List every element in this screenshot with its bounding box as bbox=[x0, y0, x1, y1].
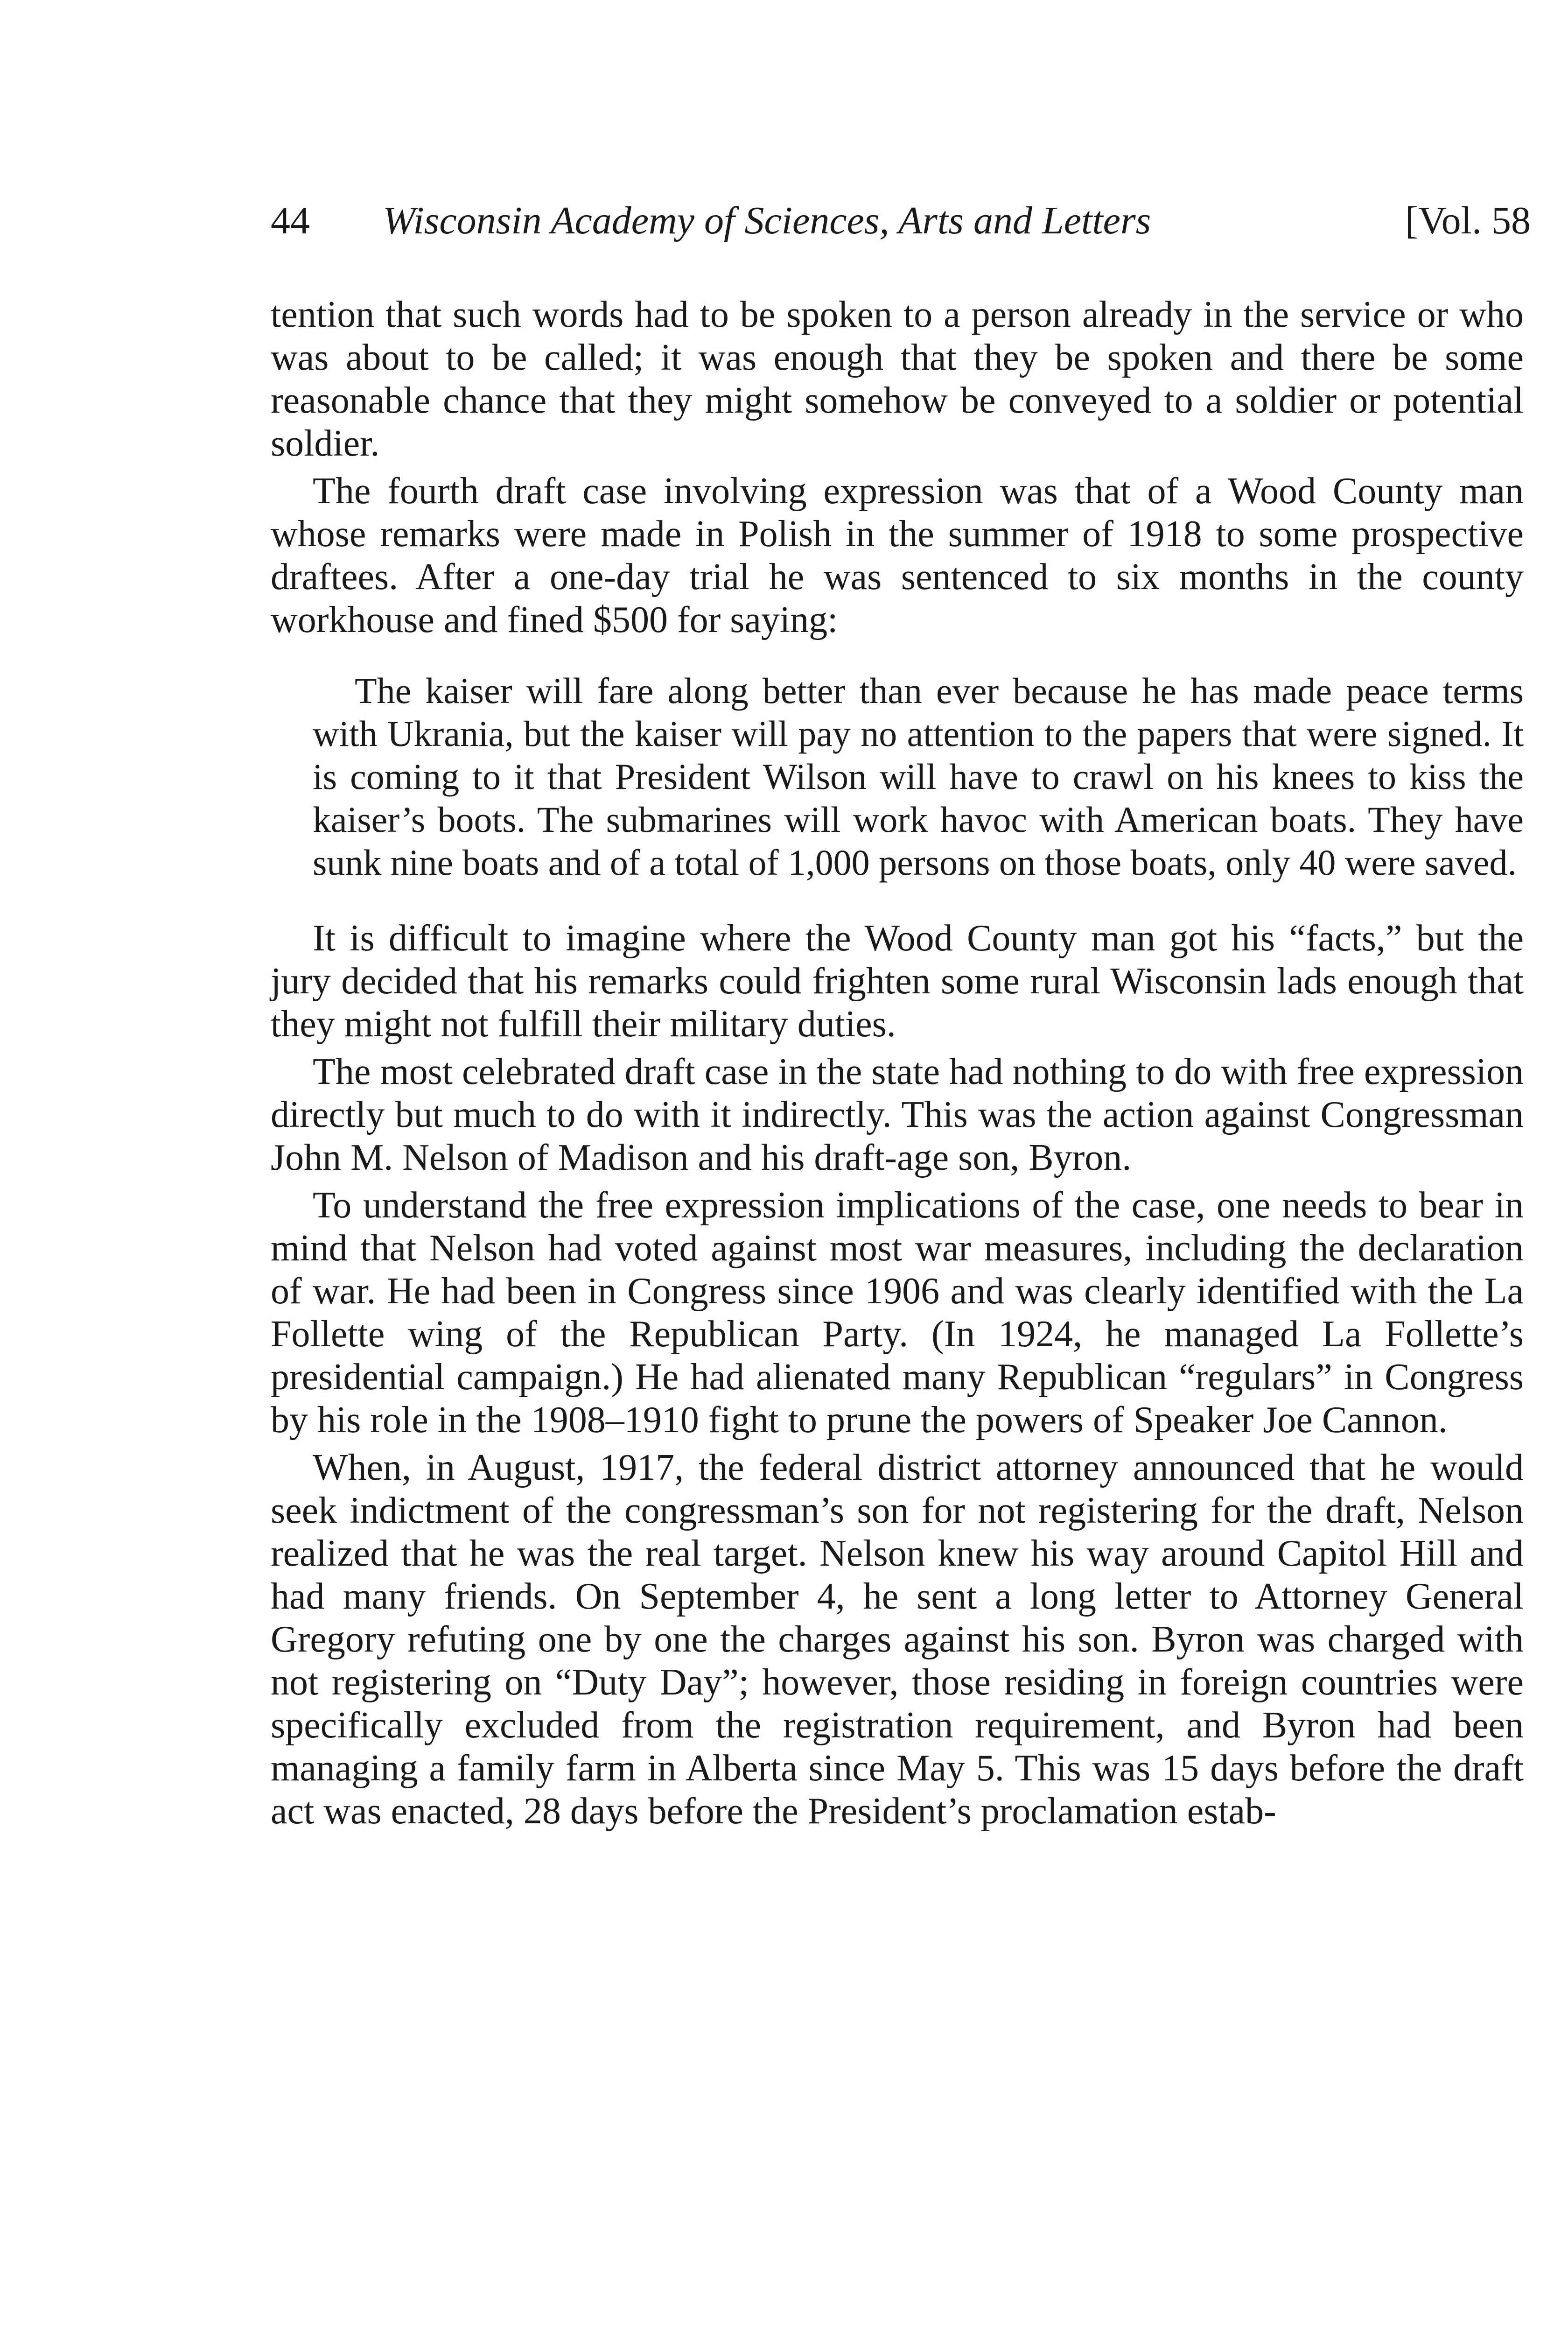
journal-title: Wisconsin Academy of Sciences, Arts and Letters bbox=[383, 199, 1151, 242]
article-body bbox=[271, 293, 1524, 1837]
running-header bbox=[271, 190, 1531, 251]
paragraph-continuation: tention that such words had to be spoken to a person already in the service or who was about to be called; it was enough that they be spoken and there be some reasonable chance that they might somehow be conveyed to a soldier or potential soldier. bbox=[271, 294, 1524, 464]
page-number: 44 bbox=[271, 199, 310, 242]
paragraph-wood-county-case: The fourth draft case involving expression was that of a Wood County man whose remarks were made in Polish in the summer of 1918 to some prospective draftees. After a one-day trial he was sentenced to six months in the county workhouse and fined $500 for saying: bbox=[271, 471, 1524, 640]
paragraph-facts: It is difficult to imagine where the Wood County man got his “facts,” but the jury decided that his remarks could frighten some rural Wisconsin lads enough that they might not fulfill their military duties. bbox=[271, 918, 1524, 1045]
paragraph-indictment: When, in August, 1917, the federal district attorney announced that he would seek indictment of the congressman’s son for not registering for the draft, Nelson realized that he was the real target. Nelson knew his way around Capitol Hill and had many friends. On September 4, he sent a long letter to Attorney General Gregory refuting one by one the charges against his son. Byron was charged with not registering on “Duty Day”; however, those residing in foreign countries were specifically excluded from the registration requirement, and Byron had been managing a family farm in Alberta since May 5. This was 15 days before the draft act was enacted, 28 days before the President’s proclamation estab- bbox=[271, 1447, 1524, 1832]
quote-text: The kaiser will fare along better than ever because he has made peace terms with Ukrania, but the kaiser will pay no attention to the papers that were signed. It is coming to it that President Wilson will have to crawl on his knees to kiss the kaiser’s boots. The submarines will work havoc with American boats. They have sunk nine boats and of a total of 1,000 persons on those boats, only 40 were saved. bbox=[313, 670, 1524, 883]
paragraph-free-expression-implications: To understand the free expression implications of the case, one needs to bear in mind that Nelson had voted against most war measures, including the declaration of war. He had been in Congress since 1906 and was clearly identified with the La Follette wing of the Republican Party. (In 1924, he managed La Follette’s presidential campaign.) He had alienated many Republican “regulars” in Congress by his role in the 1908–1910 fight to prune the powers of Speaker Joe Cannon. bbox=[271, 1185, 1524, 1441]
volume-label: [Vol. 58 bbox=[1405, 199, 1531, 242]
paragraph-celebrated-case: The most celebrated draft case in the state had nothing to do with free expression directly but much to do with it indirectly. This was the action against Congressman John M. Nelson of Madison and his draft-age son, Byron. bbox=[271, 1051, 1524, 1178]
block-quote bbox=[313, 669, 1524, 884]
